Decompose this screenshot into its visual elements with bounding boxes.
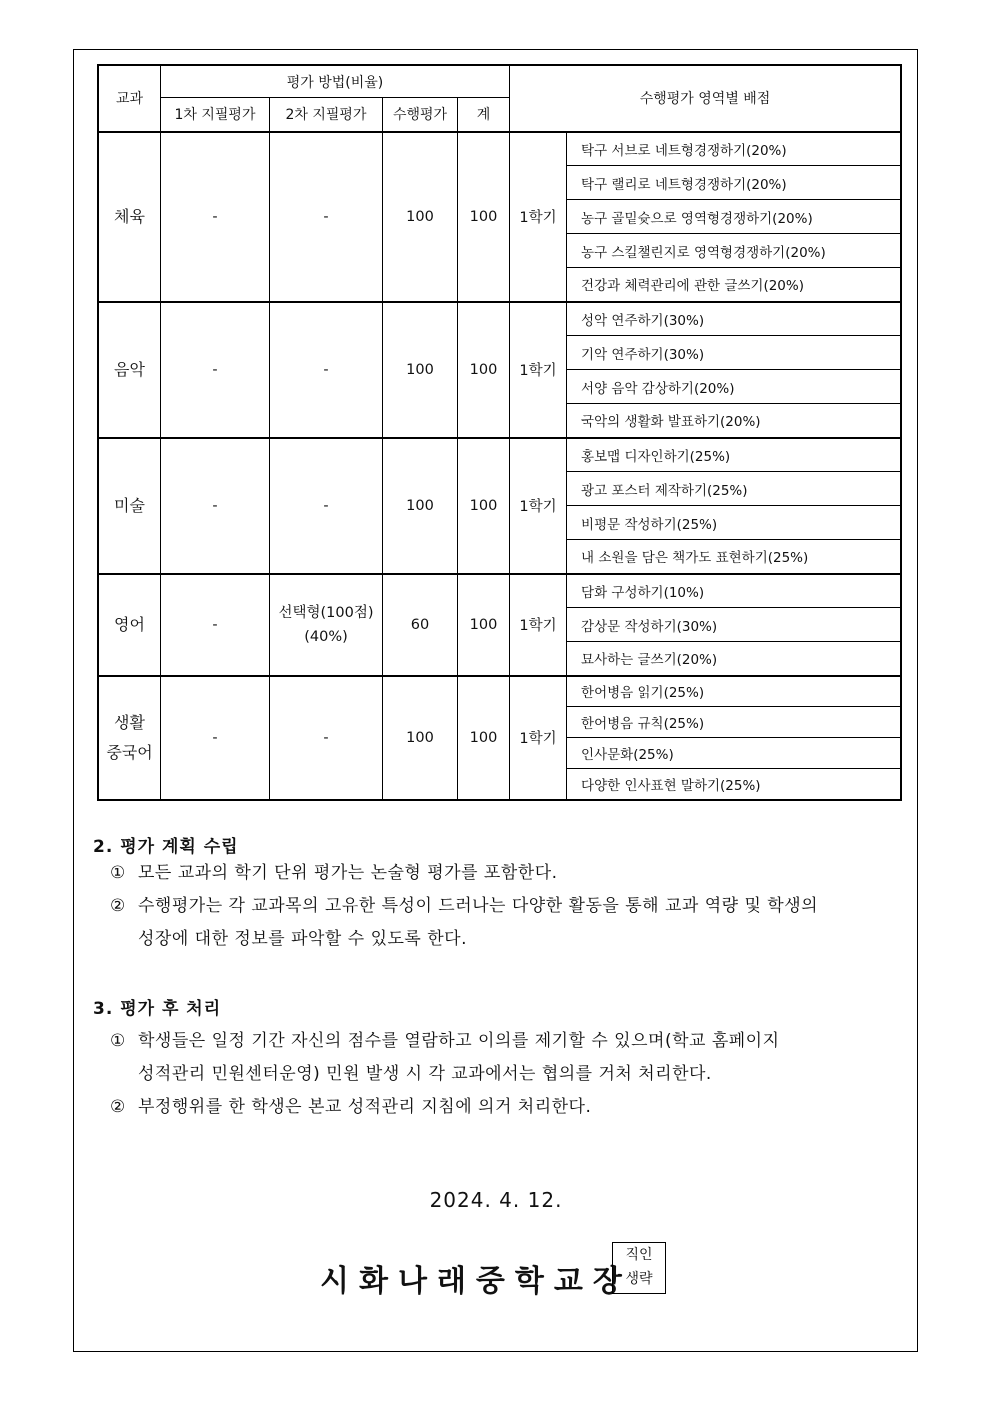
header-subject: 교과 [99, 66, 161, 132]
assessment-item: 성악 연주하기(30%) [567, 302, 901, 336]
second-exam-cell: - [270, 132, 383, 302]
assessment-item: 탁구 랠리로 네트형경쟁하기(20%) [567, 166, 901, 200]
assessment-item: 비평문 작성하기(25%) [567, 506, 901, 540]
paragraph-line [110, 923, 900, 956]
first-exam-cell: - [161, 132, 270, 302]
term-cell: 1학기 [510, 574, 567, 676]
paragraph-line [110, 890, 900, 923]
seal-box [612, 1242, 666, 1294]
total-cell: 100 [458, 438, 510, 574]
paragraph-text: 성적관리 민원센터운영) 민원 발생 시 각 교과에서는 협의를 거처 처리한다. [138, 1064, 712, 1084]
assessment-item: 한어병음 규칙(25%) [567, 707, 901, 738]
performance-cell: 100 [383, 302, 458, 438]
subject-cell [99, 676, 161, 800]
assessment-item: 내 소원을 담은 책가도 표현하기(25%) [567, 540, 901, 574]
first-exam-cell: - [161, 438, 270, 574]
subject-cell [99, 438, 161, 574]
second-exam-cell: - [270, 438, 383, 574]
performance-cell: 60 [383, 574, 458, 676]
table-row [99, 132, 901, 166]
assessment-table [98, 65, 901, 800]
subject-name: 생활 [114, 712, 145, 732]
assessment-item: 기악 연주하기(30%) [567, 336, 901, 370]
subject-name: 음악 [114, 359, 145, 379]
performance-cell: 100 [383, 438, 458, 574]
assessment-item: 서양 음악 감상하기(20%) [567, 370, 901, 404]
assessment-item: 홍보맵 디자인하기(25%) [567, 438, 901, 472]
second-exam-text: 선택형(100점) [278, 604, 374, 621]
document-date: 2024. 4. 12. [429, 1188, 563, 1212]
second-exam-cell: - [270, 302, 383, 438]
first-exam-cell: - [161, 574, 270, 676]
second-exam-cell: - [270, 676, 383, 800]
table-row [99, 438, 901, 472]
paragraph-text: 학생들은 일정 기간 자신의 점수를 열람하고 이의를 제기할 수 있으며(학교 홈페이지 [138, 1031, 780, 1051]
section2-list [110, 857, 900, 956]
total-cell: 100 [458, 676, 510, 800]
item-number-mark: ② [110, 1097, 126, 1117]
header-total: 계 [458, 98, 510, 132]
assessment-item: 묘사하는 글쓰기(20%) [567, 642, 901, 676]
assessment-item: 건강과 체력관리에 관한 글쓰기(20%) [567, 268, 901, 302]
term-cell: 1학기 [510, 302, 567, 438]
term-cell: 1학기 [510, 676, 567, 800]
assessment-item: 담화 구성하기(10%) [567, 574, 901, 608]
performance-cell: 100 [383, 676, 458, 800]
term-cell: 1학기 [510, 438, 567, 574]
header-second-exam: 2차 지필평가 [270, 98, 383, 132]
table-body [99, 132, 901, 800]
table-row [99, 676, 901, 707]
header-first-exam: 1차 지필평가 [161, 98, 270, 132]
paragraph-text: 성장에 대한 정보를 파악할 수 있도록 한다. [138, 929, 468, 949]
performance-cell: 100 [383, 132, 458, 302]
subject-name: 체육 [114, 206, 145, 226]
table-row [99, 302, 901, 336]
paragraph-line [110, 1025, 900, 1058]
paragraph-text: 부정행위를 한 학생은 본교 성적관리 지침에 의거 처리한다. [138, 1097, 592, 1117]
subject-name: 중국어 [106, 742, 153, 762]
table-row [99, 574, 901, 608]
second-exam-cell [270, 574, 383, 676]
assessment-item: 한어병음 읽기(25%) [567, 676, 901, 707]
first-exam-cell: - [161, 302, 270, 438]
total-cell: 100 [458, 132, 510, 302]
school-principal-name: 시화나래중학교장 [320, 1264, 632, 1299]
item-number-mark: ① [110, 1031, 126, 1051]
second-exam-text: (40%) [304, 628, 348, 645]
assessment-item: 다양한 인사표현 말하기(25%) [567, 769, 901, 800]
term-cell: 1학기 [510, 132, 567, 302]
paragraph-text: 모든 교과의 학기 단위 평가는 논술형 평가를 포함한다. [138, 863, 558, 883]
section3-title: 3. 평가 후 처리 [93, 999, 222, 1019]
total-cell: 100 [458, 302, 510, 438]
section2-title: 2. 평가 계획 수립 [93, 837, 239, 857]
subject-name: 미술 [114, 495, 145, 515]
assessment-item: 인사문화(25%) [567, 738, 901, 769]
section3-list [110, 1025, 900, 1124]
assessment-item: 감상문 작성하기(30%) [567, 608, 901, 642]
item-number-mark: ① [110, 863, 126, 883]
assessment-item: 농구 골밑슛으로 영역형경쟁하기(20%) [567, 200, 901, 234]
seal-line: 직인 [625, 1247, 653, 1263]
paragraph-line [110, 1058, 900, 1091]
subject-cell [99, 574, 161, 676]
seal-line: 생략 [625, 1271, 653, 1287]
total-cell: 100 [458, 574, 510, 676]
header-performance: 수행평가 [383, 98, 458, 132]
subject-cell [99, 302, 161, 438]
paragraph-line [110, 857, 900, 890]
assessment-item: 광고 포스터 제작하기(25%) [567, 472, 901, 506]
first-exam-cell: - [161, 676, 270, 800]
header-area-scores: 수행평가 영역별 배점 [510, 66, 901, 132]
assessment-item: 국악의 생활화 발표하기(20%) [567, 404, 901, 438]
assessment-item: 탁구 서브로 네트형경쟁하기(20%) [567, 132, 901, 166]
header-method-group: 평가 방법(비율) [161, 66, 510, 98]
subject-cell [99, 132, 161, 302]
item-number-mark: ② [110, 896, 126, 916]
paragraph-line [110, 1091, 900, 1124]
assessment-item: 농구 스킬챌린지로 영역형경쟁하기(20%) [567, 234, 901, 268]
paragraph-text: 수행평가는 각 교과목의 고유한 특성이 드러나는 다양한 활동을 통해 교과 역량 및 학생의 [138, 896, 819, 916]
subject-name: 영어 [114, 614, 145, 634]
